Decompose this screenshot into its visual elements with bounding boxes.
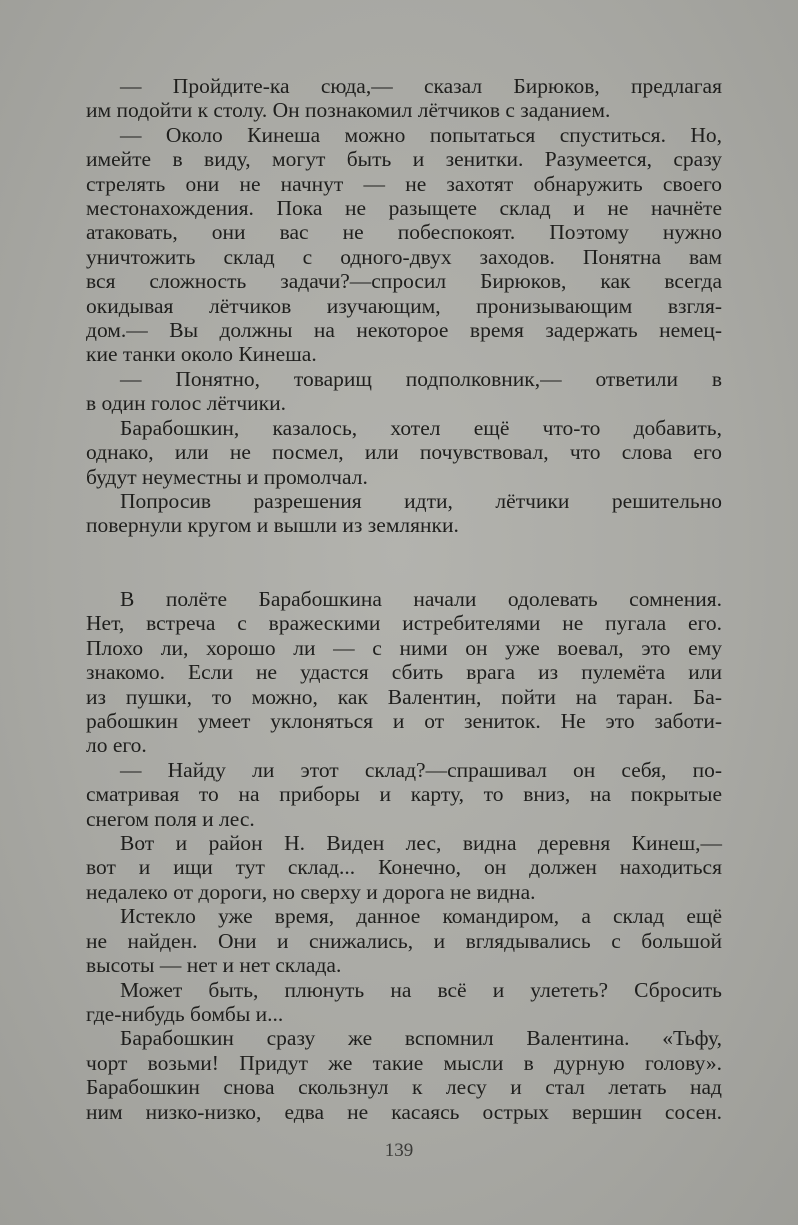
- text-line: стрелять они не начнут — не захотят обнаружить своего: [86, 171, 722, 196]
- text-line: не найден. Они и снижались, и вглядывались с большой: [86, 928, 722, 953]
- paragraph: [86, 367, 722, 416]
- text-line: Попросив разрешения идти, лётчики решительно: [120, 488, 722, 513]
- text-block-top: [86, 74, 722, 538]
- text-line: — Около Кинеша можно попытаться спуститься. Но,: [120, 122, 722, 147]
- text-line: окидывая лётчиков изучающим, пронизывающим взгля-: [86, 293, 722, 318]
- text-line: В полёте Барабошкина начали одолевать сомнения.: [120, 587, 722, 611]
- text-line: Нет, встреча с вражескими истребителями не пугала его.: [86, 611, 722, 636]
- text-line: им подойти к столу. Он познакомил лётчиков с заданием.: [86, 98, 611, 123]
- text-line: — Понятно, товарищ подполковник,— ответили в: [120, 366, 722, 391]
- text-line: из пушки, то можно, как Валентин, пойти на таран. Ба-: [86, 684, 722, 709]
- text-line: в один голос лётчики.: [86, 391, 286, 416]
- page-number: 139: [384, 1140, 414, 1161]
- text-line: дом.— Вы должны на некоторое время задержать немец-: [86, 318, 722, 343]
- paragraph: [86, 831, 722, 904]
- paragraph: [86, 758, 722, 831]
- text-line: где-нибудь бомбы и...: [86, 1001, 284, 1026]
- text-line: — Найду ли этот склад?—спрашивал он себя, по-: [120, 757, 722, 782]
- text-line: Плохо ли, хорошо ли — с ними он уже воевал, это ему: [86, 635, 722, 660]
- text-line: Может быть, плюнуть на всё и улететь? Сбросить: [120, 977, 722, 1002]
- text-line: высоты — нет и нет склада.: [86, 953, 342, 978]
- text-line: повернули кругом и вышли из землянки.: [86, 513, 459, 538]
- text-line: рабошкин умеет уклоняться и от зениток. Не это заботи-: [86, 709, 722, 734]
- text-line: однако, или не посмел, или почувствовал, что слова его: [86, 440, 722, 465]
- paragraph: [86, 416, 722, 489]
- text-line: снегом поля и лес.: [86, 806, 255, 831]
- text-line: вот и ищи тут склад... Конечно, он должен находиться: [86, 855, 722, 880]
- paragraph: [86, 489, 722, 538]
- text-line: ним низко-низко, едва не касаясь острых вершин сосен.: [86, 1099, 722, 1124]
- paragraph: [86, 978, 722, 1027]
- text-line: Барабошкин, казалось, хотел ещё что-то добавить,: [120, 415, 722, 440]
- paragraph: [86, 587, 722, 758]
- text-line: Вот и район Н. Виден лес, видна деревня Кинеш,—: [120, 831, 722, 856]
- text-line: недалеко от дороги, но сверху и дорога не видна.: [86, 879, 536, 904]
- text-line: кие танки около Кинеша.: [86, 342, 317, 367]
- text-block-bottom: [86, 587, 722, 1124]
- text-line: Барабошкин сразу же вспомнил Валентина. «Тьфу,: [120, 1026, 722, 1051]
- text-line: атаковать, они вас не побеспокоят. Поэтому нужно: [86, 220, 722, 245]
- text-line: сматривая то на приборы и карту, то вниз, на покрытые: [86, 782, 722, 807]
- paragraph: [86, 904, 722, 977]
- paragraph: [86, 123, 722, 367]
- text-line: уничтожить склад с одного-двух заходов. Понятна вам: [86, 244, 722, 269]
- paragraph: [86, 1026, 722, 1124]
- text-line: Истекло уже время, данное командиром, а склад ещё: [120, 904, 722, 929]
- paragraph: [86, 74, 722, 123]
- text-line: Барабошкин снова скользнул к лесу и стал летать над: [86, 1075, 722, 1100]
- text-line: будут неуместны и промолчал.: [86, 464, 368, 489]
- text-line: имейте в виду, могут быть и зенитки. Разумеется, сразу: [86, 147, 722, 172]
- text-line: местонахождения. Пока не разыщете склад и не начнёте: [86, 196, 722, 221]
- text-line: ло его.: [86, 733, 147, 758]
- text-line: чорт возьми! Придут же такие мысли в дурную голову».: [86, 1050, 722, 1075]
- text-line: вся сложность задачи?—спросил Бирюков, как всегда: [86, 269, 722, 294]
- text-line: — Пройдите-ка сюда,— сказал Бирюков, предлагая: [120, 74, 722, 98]
- text-line: знакомо. Если не удастся сбить врага из пулемёта или: [86, 660, 722, 685]
